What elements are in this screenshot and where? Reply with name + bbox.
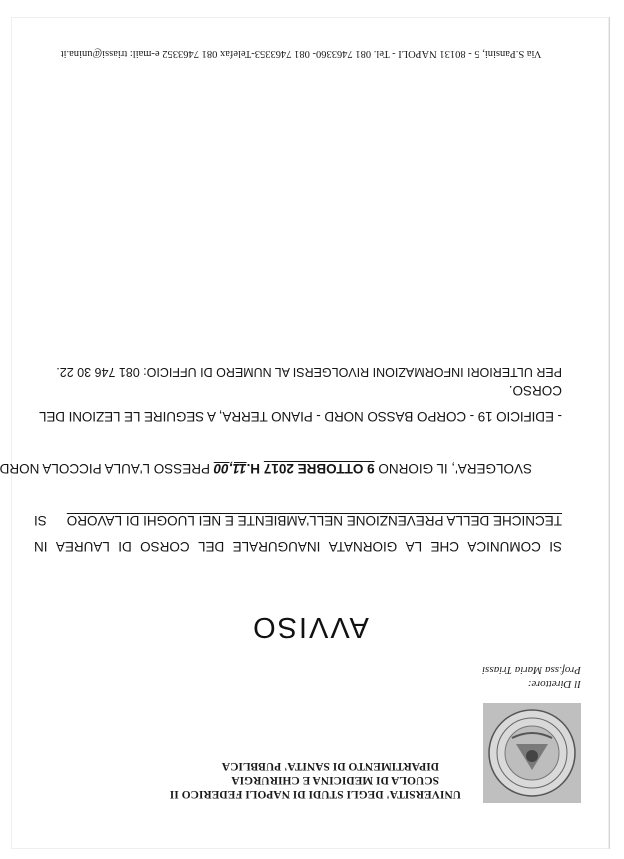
body-line-2: [34, 507, 562, 533]
word: INAUGURALE: [232, 539, 321, 554]
body-line-3: [0, 429, 562, 507]
course-name: TECNICHE DELLA PREVENZIONE NELL'AMBIENTE E NEI LUOGHI DI LAVORO: [66, 513, 562, 528]
word: SI: [34, 513, 47, 528]
notice-body: [0, 377, 562, 559]
footer-address: Via S.Pansini, 5 - 80131 NAPOLI - Tel. 081 7463360- 081 7463353-Telefax 081 7463352 e-mail: triassi@unina.it: [60, 48, 542, 59]
director-role: Il Direttore:: [527, 678, 581, 690]
director-name: Prof.ssa Maria Triassi: [482, 664, 581, 676]
director-signature: [482, 663, 581, 691]
body-line-5: CORSO.: [508, 383, 562, 398]
word: CHE: [430, 539, 460, 554]
word: DEL: [197, 539, 225, 554]
word: DI: [118, 539, 132, 554]
word: LAUREA: [55, 539, 110, 554]
word: LA: [405, 539, 423, 554]
university-seal-icon: [483, 703, 581, 803]
university-name: UNIVERSITA' DEGLI STUDI DI NAPOLI FEDERICO II: [169, 788, 461, 800]
text: PRESSO L'AULA PICCOLA NORD: [0, 461, 214, 476]
time-prefix: H.: [246, 461, 264, 476]
contact-info: PER ULTERIORI INFORMAZIONI RIVOLGERSI AL NUMERO DI UFFICIO: 081 746 30 22.: [56, 365, 562, 379]
word: CORSO: [140, 539, 190, 554]
text: SVOLGERA', IL GIORNO: [374, 461, 532, 476]
school-name: SCUOLA DI MEDICINA E CHIRURGIA: [231, 774, 439, 786]
department-name: DIPARTIMENTO DI SANITA' PUBBLICA: [221, 760, 439, 772]
paper: [0, 17, 610, 849]
page-title: AVVISO: [251, 611, 369, 643]
body-line-1: [34, 533, 562, 559]
word: COMUNICA: [467, 539, 541, 554]
word: SI: [549, 539, 562, 554]
event-time: 11,00: [213, 461, 247, 476]
word: IN: [34, 539, 48, 554]
word: GIORNATA: [328, 539, 398, 554]
department-header: [21, 759, 461, 801]
event-date: 9 OTTOBRE 2017: [263, 461, 375, 476]
body-line-4: - EDIFICIO 19 - CORPO BASSO NORD - PIANO TERRA, A SEGUIRE LE LEZIONI DEL: [39, 409, 562, 424]
